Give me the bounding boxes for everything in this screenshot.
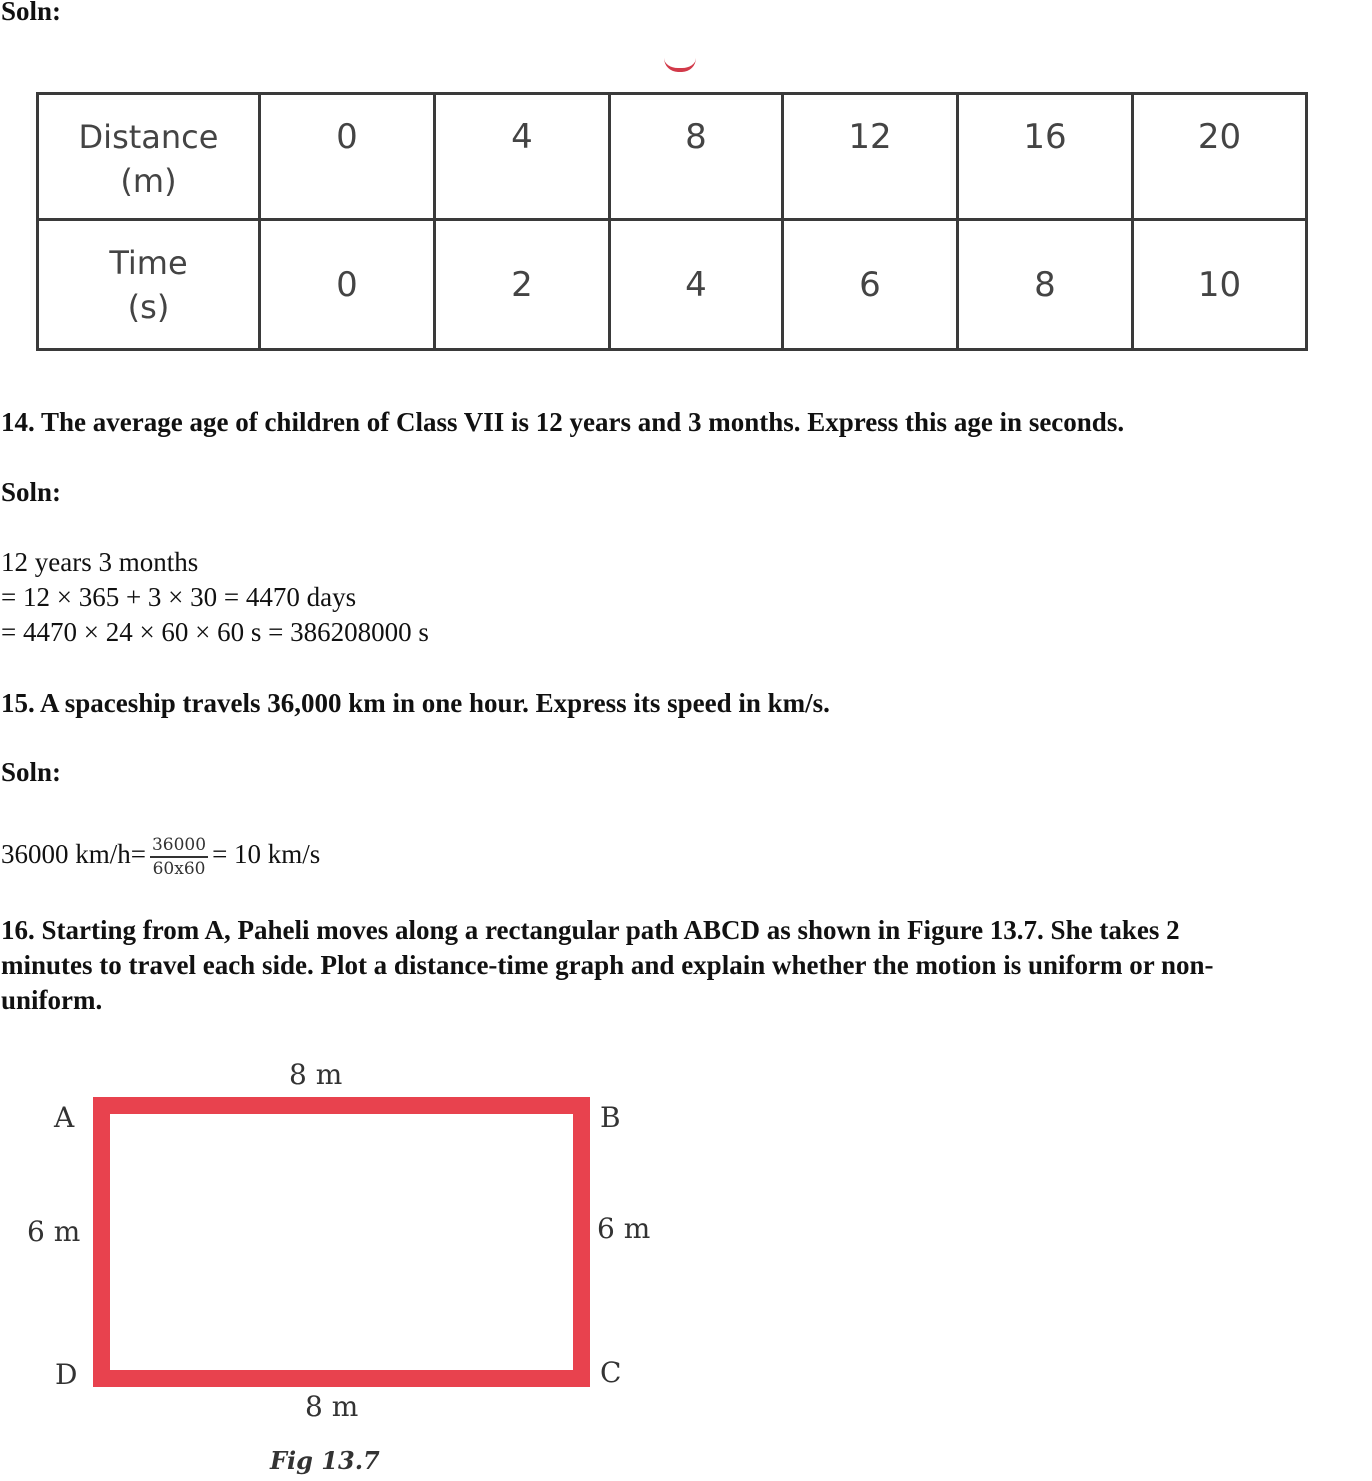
denominator: 60x60 <box>152 859 206 879</box>
question-16-line: uniform. <box>1 985 103 1015</box>
header-line: Time <box>109 243 188 282</box>
header-line: Distance <box>78 118 219 156</box>
left-side-label: 6 m <box>27 1215 81 1248</box>
rectangular-path-abcd <box>93 1097 590 1387</box>
numerator: 36000 <box>150 834 208 858</box>
soln-label: Soln: <box>1 0 62 26</box>
corner-b-label: B <box>600 1101 621 1134</box>
question-16-line: 16. Starting from A, Paheli moves along a rectangular path ABCD as shown in Figure 13.7. She takes 2 <box>1 915 1180 945</box>
row-header <box>38 220 260 350</box>
corner-a-label: A <box>54 1101 75 1134</box>
right-side-label: 6 m <box>597 1212 651 1245</box>
question-16-line: minutes to travel each side. Plot a distance-time graph and explain whether the motion is uniform or non- <box>1 950 1214 980</box>
solution-line: = 4470 × 24 × 60 × 60 s = 386208000 s <box>1 617 429 647</box>
soln-label: Soln: <box>1 477 62 507</box>
cell: 10 <box>1133 220 1307 350</box>
row-header <box>38 94 260 220</box>
cell: 12 <box>783 94 958 220</box>
cell: 0 <box>260 94 435 220</box>
question-15: 15. A spaceship travels 36,000 km in one hour. Express its speed in km/s. <box>1 688 830 718</box>
fraction <box>150 834 208 880</box>
cell: 4 <box>610 220 783 350</box>
figure-caption: Fig 13.7 <box>270 1446 380 1475</box>
solution-line: 12 years 3 months <box>1 547 199 577</box>
cell: 8 <box>958 220 1133 350</box>
cell: 6 <box>783 220 958 350</box>
question-14: 14. The average age of children of Class VII is 12 years and 3 months. Express this age in seconds. <box>1 407 1125 437</box>
table-row-distance <box>38 94 1307 220</box>
formula-rhs: = 10 km/s <box>212 839 321 870</box>
soln-label: Soln: <box>1 757 62 787</box>
bottom-side-label: 8 m <box>305 1390 359 1423</box>
corner-d-label: D <box>55 1358 78 1391</box>
formula <box>1 834 320 880</box>
cell: 8 <box>610 94 783 220</box>
top-side-label: 8 m <box>289 1058 343 1091</box>
cell: 16 <box>958 94 1133 220</box>
red-mark-fragment <box>664 58 696 72</box>
cell: 2 <box>435 220 610 350</box>
cell: 0 <box>260 220 435 350</box>
header-unit: (s) <box>127 287 170 326</box>
solution-line: = 12 × 365 + 3 × 30 = 4470 days <box>1 582 357 612</box>
corner-c-label: C <box>600 1356 622 1389</box>
formula-lhs: 36000 km/h= <box>1 839 146 870</box>
cell: 20 <box>1133 94 1307 220</box>
cell: 4 <box>435 94 610 220</box>
distance-time-table <box>36 92 1308 351</box>
table-row-time <box>38 220 1307 350</box>
header-unit: (m) <box>120 162 177 200</box>
